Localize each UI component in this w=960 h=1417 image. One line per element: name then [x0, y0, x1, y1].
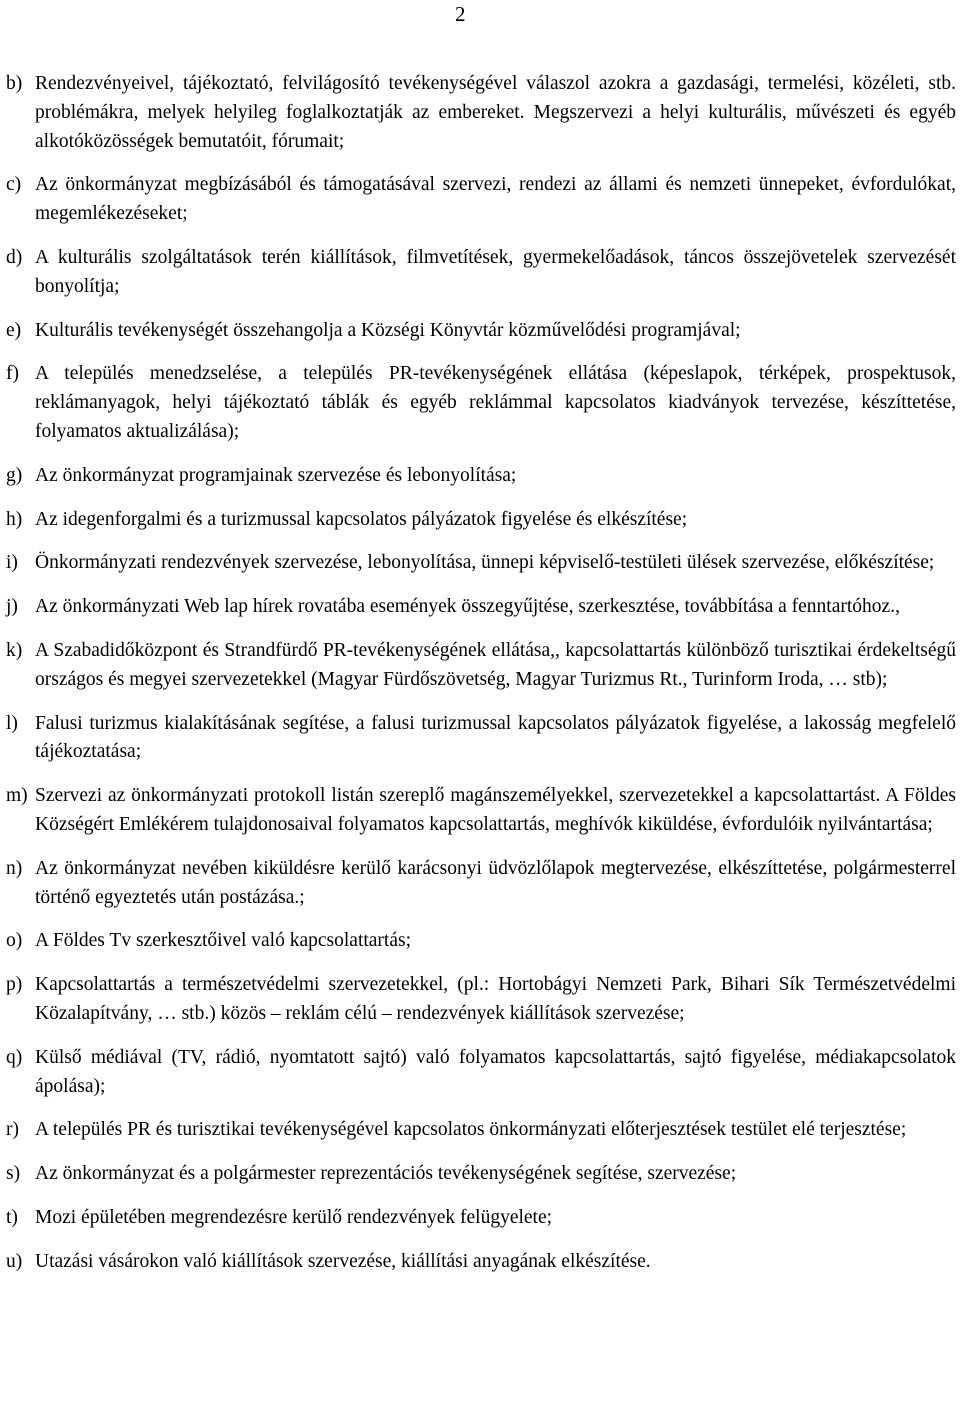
- item-text: Rendezvényeivel, tájékoztató, felvilágosító tevékenységével válaszol azokra a gazdasági, termelési, közéleti, stb. problémákra, melyek helyileg foglalkoztatják az embereket. Megszervezi a helyi kulturális, művészeti és egyéb alkotóközösségek bemutatóit, fórumait;: [35, 73, 956, 152]
- item-marker: h): [6, 508, 23, 530]
- list-item-l: [6, 710, 956, 768]
- item-marker: l): [6, 712, 18, 734]
- list-item-s: [6, 1160, 956, 1189]
- item-text: Szervezi az önkormányzati protokoll listán szereplő magánszemélyekkel, szervezetekkel a kapcsolattartást. A Földes Községért Emlékérem tulajdonosaival folyamatos kapcsolattartás, meghívók kiküldése, évfordulóik nyilvántartása;: [35, 785, 956, 835]
- item-text: Külső médiával (TV, rádió, nyomtatott sajtó) való folyamatos kapcsolattartás, sajtó figyelése, médiakapcsolatok ápolása);: [35, 1046, 956, 1097]
- list-item-n: [6, 855, 956, 913]
- list-item-m: [6, 782, 956, 840]
- item-text: A település PR és turisztikai tevékenységével kapcsolatos önkormányzati előterjesztések testület elé terjesztése;: [35, 1119, 907, 1141]
- item-text: Kapcsolattartás a természetvédelmi szervezetekkel, (pl.: Hortobágyi Nemzeti Park, Bihari Sík Természetvédelmi Közalapítvány, … stb.) közös – reklám célú – rendezvények kiállítások szervezése;: [35, 974, 956, 1024]
- item-text: Utazási vásárokon való kiállítások szervezése, kiállítási anyagának elkészítése.: [35, 1250, 651, 1272]
- list-item-t: [6, 1204, 956, 1233]
- item-text: Önkormányzati rendezvények szervezése, lebonyolítása, ünnepi képviselő-testületi ülések szervezése, előkészítése;: [35, 552, 935, 574]
- list-item-p: [6, 971, 956, 1029]
- list-item-f: [6, 360, 956, 446]
- item-text: A kulturális szolgáltatások terén kiállítások, filmvetítések, gyermekelőadások, táncos összejövetelek szervezését bonyolítja;: [35, 246, 956, 297]
- item-text: Az önkormányzat programjainak szervezése és lebonyolítása;: [35, 464, 517, 486]
- list-item-k: [6, 637, 956, 695]
- item-marker: t): [6, 1206, 18, 1228]
- list-item-o: [6, 927, 956, 956]
- page-number: 2: [455, 2, 466, 26]
- item-marker: c): [6, 174, 22, 196]
- item-marker: d): [6, 246, 23, 268]
- item-text: Kulturális tevékenységét összehangolja a Községi Könyvtár közművelődési programjával;: [35, 319, 741, 341]
- item-text: A Szabadidőközpont és Strandfürdő PR-tevékenységének ellátása,, kapcsolattartás különböző turisztikai érdekeltségű országos és megyei szervezetekkel (Magyar Fürdőszövetség, Magyar Turizmus Rt., Turinform Iroda, … stb);: [35, 639, 956, 690]
- list-item-r: [6, 1116, 956, 1145]
- item-marker: e): [6, 319, 22, 341]
- task-list: [6, 70, 956, 1292]
- item-marker: u): [6, 1250, 23, 1272]
- item-marker: i): [6, 552, 18, 574]
- item-text: Az önkormányzati Web lap hírek rovatába események összegyűjtése, szerkesztése, továbbítása a fenntartóhoz.,: [35, 596, 900, 618]
- list-item-c: [6, 171, 956, 229]
- list-item-q: [6, 1044, 956, 1102]
- item-marker: j): [6, 596, 18, 618]
- item-text: Az önkormányzat és a polgármester reprezentációs tevékenységének segítése, szervezése;: [35, 1163, 737, 1185]
- list-item-g: [6, 462, 956, 491]
- item-marker: p): [6, 974, 23, 996]
- item-marker: o): [6, 930, 23, 952]
- item-marker: m): [6, 785, 28, 807]
- item-text: Az önkormányzat megbízásából és támogatásával szervezi, rendezi az állami és nemzeti ünnepeket, évfordulókat, megemlékezéseket;: [35, 174, 956, 225]
- item-text: A település menedzselése, a település PR-tevékenységének ellátása (képeslapok, térképek, prospektusok, reklámanyagok, helyi tájékoztató táblák és egyéb reklámmal kapcsolatos kiadványok tervezése, készíttetése, folyamatos aktualizálása);: [35, 363, 956, 442]
- item-marker: g): [6, 464, 23, 486]
- item-text: A Földes Tv szerkesztőivel való kapcsolattartás;: [35, 930, 412, 952]
- item-text: Az idegenforgalmi és a turizmussal kapcsolatos pályázatok figyelése és elkészítése;: [35, 508, 688, 530]
- item-marker: k): [6, 639, 23, 661]
- list-item-b: [6, 70, 956, 156]
- item-marker: q): [6, 1046, 23, 1068]
- item-text: Mozi épületében megrendezésre kerülő rendezvények felügyelete;: [35, 1206, 553, 1228]
- item-marker: f): [6, 363, 19, 385]
- item-marker: n): [6, 857, 23, 879]
- list-item-u: [6, 1248, 956, 1277]
- item-marker: r): [6, 1119, 19, 1141]
- list-item-d: [6, 244, 956, 302]
- list-item-e: [6, 317, 956, 346]
- item-text: Az önkormányzat nevében kiküldésre kerülő karácsonyi üdvözlőlapok megtervezése, elkészíttetése, polgármesterrel történő egyeztetés után postázása.;: [35, 857, 956, 908]
- item-marker: b): [6, 73, 23, 94]
- list-item-h: [6, 506, 956, 535]
- item-marker: s): [6, 1163, 21, 1185]
- list-item-i: [6, 549, 956, 578]
- list-item-j: [6, 593, 956, 622]
- item-text: Falusi turizmus kialakításának segítése, a falusi turizmussal kapcsolatos pályázatok figyelése, a lakosság megfelelő tájékoztatása;: [35, 712, 956, 763]
